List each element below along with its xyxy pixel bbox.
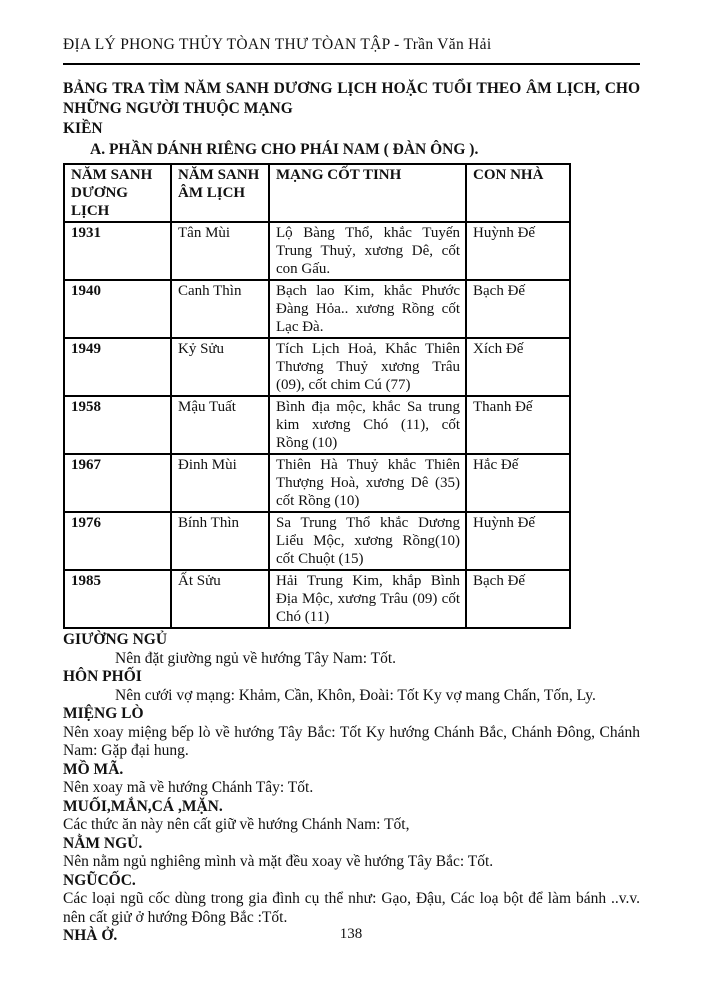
table-row [64, 454, 570, 512]
cell-mang-cot-tinh: Thiên Hà Thuỷ khắc Thiên Thượng Hoà, xương Dê (35) cốt Rồng (10) [269, 454, 466, 512]
section-heading-mo-ma: MỒ MÃ. [63, 760, 124, 778]
cell-lunar-year: Mậu Tuất [171, 396, 269, 454]
section-heading-giuong-ngu: GIƯỜNG NGỦ [63, 631, 168, 648]
section-a-heading: A. PHẦN DÁNH RIÊNG CHO PHÁI NAM ( ĐÀN ÔNG ). [90, 141, 479, 158]
page-number: 138 [339, 926, 363, 942]
col-header-duong-lich: NĂM SANH DƯƠNG LỊCH [64, 164, 171, 222]
cell-lunar-year: Đinh Mùi [171, 454, 269, 512]
running-header: ĐỊA LÝ PHONG THỦY TÒAN THƯ TÒAN TẬP - Trần Văn Hải [63, 36, 640, 65]
cell-year: 1931 [64, 222, 171, 280]
table-row [64, 512, 570, 570]
section-body-ngu-coc: Các loại ngũ cốc dùng trong gia đình cụ thể như: Gạo, Đậu, Các loạ bột để làm bánh ..v.v. nên cất giử ở hướng Đông Bắc :Tốt. [63, 890, 640, 926]
section-heading-hon-phoi: HÔN PHỐI [63, 668, 142, 685]
page-title: BẢNG TRA TÌM NĂM SANH DƯƠNG LỊCH HOẶC TUỔI THEO ÂM LỊCH, CHO NHỮNG NGƯỜI THUỘC MẠNG [63, 80, 640, 117]
cell-lunar-year: Bính Thìn [171, 512, 269, 570]
section-body-hon-phoi: Nên cưới vợ mạng: Khảm, Cần, Khôn, Đoài: Tốt Ky vợ mang Chấn, Tốn, Ly. [115, 686, 596, 704]
cell-mang-cot-tinh: Tích Lịch Hoả, Khắc Thiên Thương Thuỷ xương Trâu (09), cốt chim Cú (77) [269, 338, 466, 396]
table-row [64, 222, 570, 280]
cell-con-nha: Bạch Đế [466, 570, 570, 628]
cell-lunar-year: Tân Mùi [171, 222, 269, 280]
col-header-mang-cot-tinh: MẠNG CỐT TINH [269, 164, 466, 222]
section-body-mieng-lo: Nên xoay miệng bếp lò về hướng Tây Bắc: Tốt Ky hướng Chánh Bắc, Chánh Đông, Chánh Nam: Gặp đại hung. [63, 723, 640, 759]
cell-con-nha: Hắc Đế [466, 454, 570, 512]
cell-lunar-year: Canh Thìn [171, 280, 269, 338]
birth-year-table [63, 163, 571, 629]
section-heading-nha-o: NHÀ Ở. [63, 927, 118, 944]
advice-sections [63, 631, 640, 946]
section-heading-nam-ngu: NẰM NGỦ. [63, 834, 143, 852]
col-header-con-nha: CON NHÀ [466, 164, 570, 222]
section-heading-ngu-coc: NGŨCỐC. [63, 871, 136, 889]
section-body-mo-ma: Nên xoay mã về hướng Chánh Tây: Tốt. [63, 779, 314, 796]
section-body-muoi-mam-ca-man: Các thức ăn này nên cất giữ về hướng Chánh Nam: Tốt, [63, 816, 410, 833]
cell-con-nha: Xích Đế [466, 338, 570, 396]
cell-year: 1949 [64, 338, 171, 396]
cell-lunar-year: Ất Sửu [171, 570, 269, 628]
table-row [64, 396, 570, 454]
cell-year: 1958 [64, 396, 171, 454]
cell-year: 1985 [64, 570, 171, 628]
cell-lunar-year: Kỷ Sửu [171, 338, 269, 396]
table-row [64, 338, 570, 396]
table-row [64, 570, 570, 628]
section-heading-mieng-lo: MIỆNG LÒ [63, 705, 144, 722]
cell-year: 1940 [64, 280, 171, 338]
cell-mang-cot-tinh: Bạch lao Kim, khắc Phước Đàng Hỏa.. xương Rồng cốt Lạc Đà. [269, 280, 466, 338]
cell-year: 1976 [64, 512, 171, 570]
table-row [64, 280, 570, 338]
cell-year: 1967 [64, 454, 171, 512]
page-title-line2: KIỀN [63, 120, 103, 137]
cell-con-nha: Huỳnh Đế [466, 222, 570, 280]
cell-con-nha: Thanh Đế [466, 396, 570, 454]
table-header-row [64, 164, 570, 222]
col-header-am-lich: NĂM SANH ÂM LỊCH [171, 164, 269, 222]
page-content [63, 36, 640, 946]
cell-mang-cot-tinh: Hải Trung Kim, khắp Bình Địa Mộc, xương Trâu (09) cốt Chó (11) [269, 570, 466, 628]
section-body-giuong-ngu: Nên đặt giường ngủ về hướng Tây Nam: Tốt. [115, 649, 397, 667]
cell-mang-cot-tinh: Sa Trung Thổ khắc Dương Liểu Mộc, xương Rồng(10) cốt Chuột (15) [269, 512, 466, 570]
cell-mang-cot-tinh: Lộ Bàng Thổ, khắc Tuyến Trung Thuỷ, xương Dê, cốt con Gấu. [269, 222, 466, 280]
section-body-nam-ngu: Nên nằm ngủ nghiêng mình và mặt đều xoay về hướng Tây Bắc: Tốt. [63, 853, 494, 870]
cell-mang-cot-tinh: Bình địa mộc, khắc Sa trung kim xương Chó (11), cốt Rồng (10) [269, 396, 466, 454]
section-heading-muoi-mam-ca-man: MUỐI,MẮN,CÁ ,MẶN. [63, 797, 223, 815]
cell-con-nha: Huỳnh Đế [466, 512, 570, 570]
cell-con-nha: Bạch Đế [466, 280, 570, 338]
